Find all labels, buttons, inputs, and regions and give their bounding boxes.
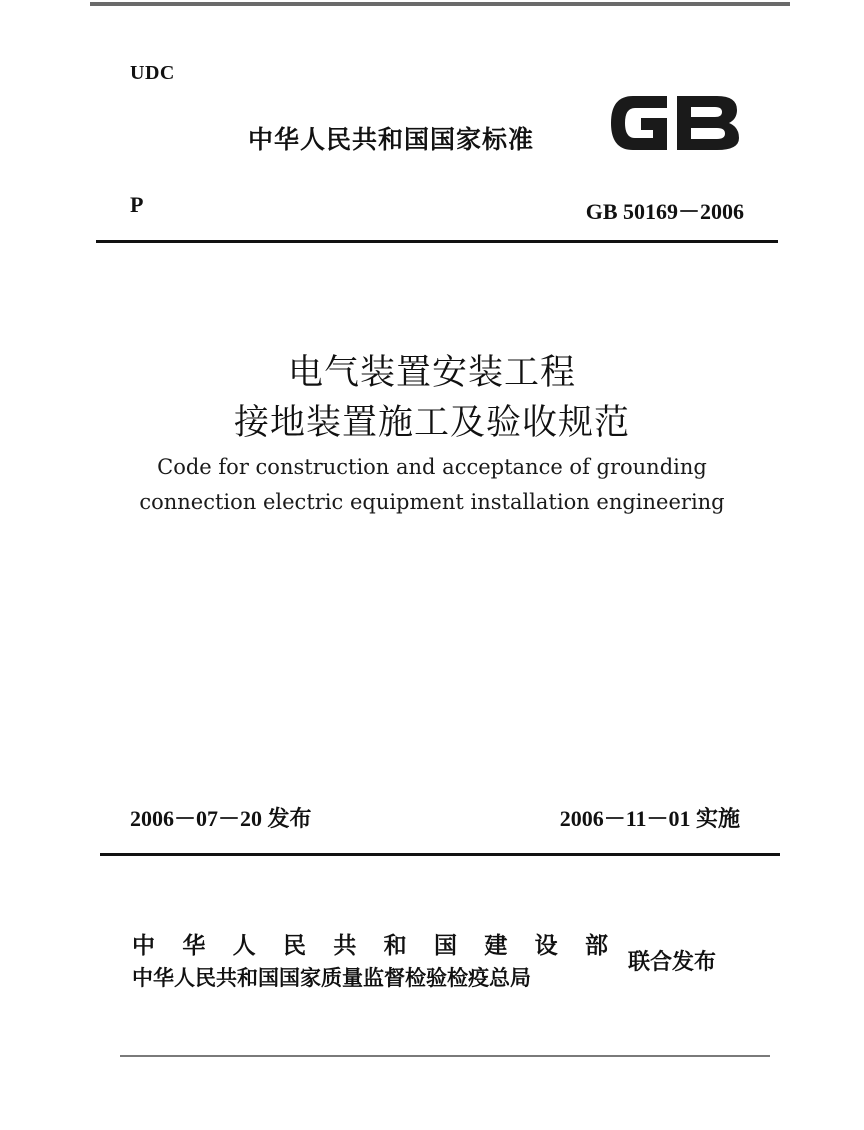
publisher-line1: 中华人民共和国建设部 [132,933,608,959]
classification-code: P [130,192,144,217]
joint-publish-label: 联合发布 [628,950,717,975]
bottom-edge-rule [120,1055,770,1057]
gb-logo-icon [605,88,745,158]
publisher-line2: 中华人民共和国国家质量监督检验检疫总局 [132,966,531,990]
date-divider [100,853,780,856]
implementation-date: 2006－11－01 实施 [559,806,740,831]
issue-date: 2006－07－20 发布 [130,806,312,831]
header-divider [96,240,778,243]
top-edge-rule [90,2,790,6]
title-zh-line2: 接地装置施工及验收规范 [233,403,630,443]
title-en-line2: connection electric equipment installation engineering [139,490,725,514]
udc-label: UDC [130,62,175,84]
title-zh-line1: 电气装置安装工程 [287,353,576,393]
title-en-line1: Code for construction and acceptance of grounding [157,455,707,479]
national-standard-heading: 中华人民共和国国家标准 [248,125,535,154]
standard-number: GB 50169－2006 [585,199,744,224]
